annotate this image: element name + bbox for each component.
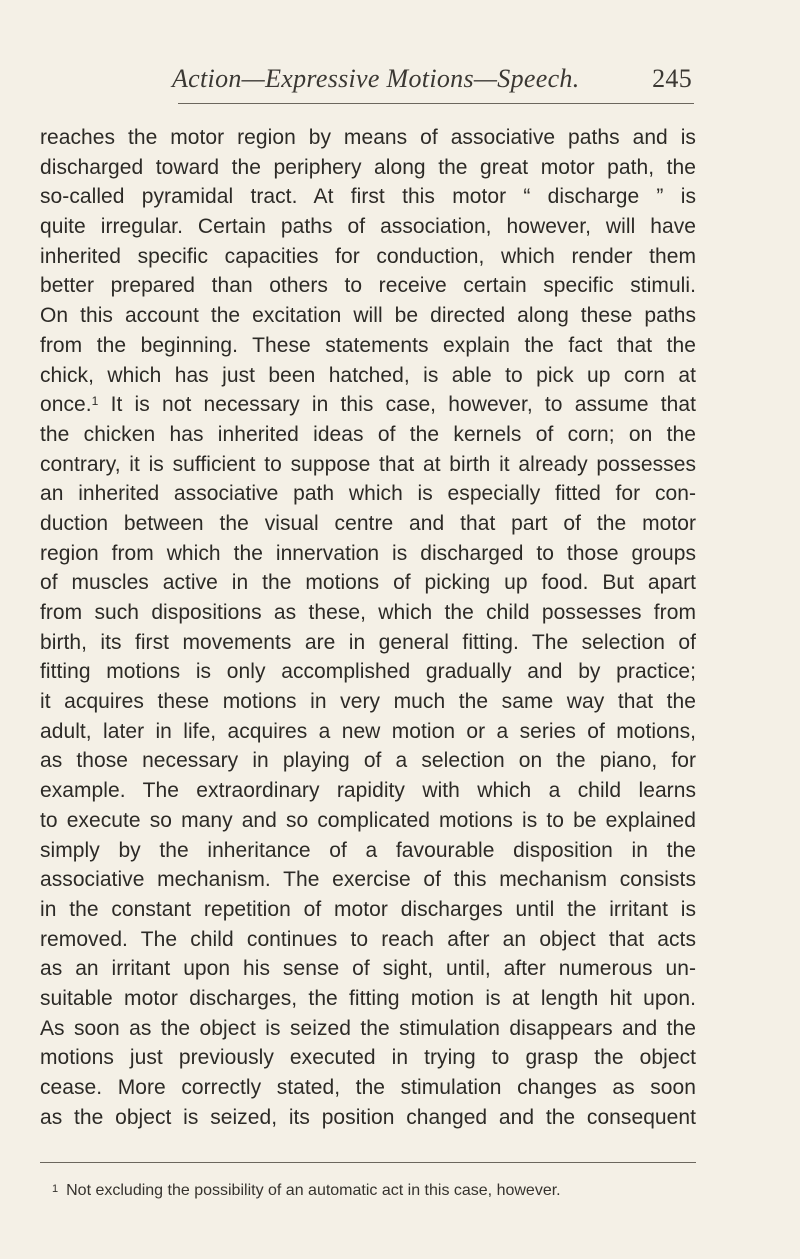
text-line: example. The extraordinary rapidity with which a child learns <box>40 779 696 803</box>
text-line-with-footnote-ref <box>40 390 696 420</box>
text-line: On this account the excitation will be directed along these paths <box>40 304 696 328</box>
text-line: inherited specific capacities for conduction, which render them <box>40 244 696 268</box>
text-line: removed. The child continues to reach after an object that acts <box>40 927 696 951</box>
text-line: adult, later in life, acquires a new motion or a series of motions, <box>40 719 696 743</box>
line-prefix: once. <box>40 393 92 417</box>
footnote <box>52 1180 696 1202</box>
footnote-reference: 1 <box>91 394 99 409</box>
page-number: 245 <box>652 64 692 93</box>
text-line: the chicken has inherited ideas of the kernels of corn; on the <box>40 422 696 446</box>
running-head <box>172 64 692 104</box>
running-title: Action—Expressive Motions—Speech. <box>172 64 580 93</box>
text-line: chick, which has just been hatched, is able to pick up corn at <box>40 363 696 387</box>
line-rest: It is not necessary in this case, however, to assume that <box>110 393 696 417</box>
text-line: of muscles active in the motions of picking up food. But apart <box>40 571 696 595</box>
text-line: to execute so many and so complicated motions is to be explained <box>40 808 696 832</box>
footnote-marker: 1 <box>52 1183 59 1195</box>
text-line: as an irritant upon his sense of sight, until, after numerous un- <box>40 957 696 981</box>
text-line: so-called pyramidal tract. At first this motor “ discharge ” is <box>40 185 696 209</box>
footnote-rule <box>40 1162 696 1163</box>
text-line: better prepared than others to receive certain specific stimuli. <box>40 274 696 298</box>
text-line: reaches the motor region by means of associative paths and is <box>40 126 696 149</box>
text-line: duction between the visual centre and that part of the motor <box>40 511 696 535</box>
text-line: region from which the innervation is discharged to those groups <box>40 541 696 565</box>
text-line: birth, its first movements are in general fitting. The selection of <box>40 630 696 654</box>
text-line: discharged toward the periphery along the great motor path, the <box>40 155 696 179</box>
text-line: an inherited associative path which is especially fitted for con- <box>40 482 696 506</box>
text-line: suitable motor discharges, the fitting motion is at length hit upon. <box>40 986 696 1010</box>
text-line: cease. More correctly stated, the stimulation changes as soon <box>40 1076 696 1099</box>
text-line: As soon as the object is seized the stimulation disappears and the <box>40 1016 696 1040</box>
text-line: motions just previously executed in trying to grasp the object <box>40 1046 696 1070</box>
text-line: it acquires these motions in very much the same way that the <box>40 690 696 714</box>
text-line: associative mechanism. The exercise of this mechanism consists <box>40 868 696 892</box>
footnote-text: Not excluding the possibility of an automatic act in this case, however. <box>66 1182 561 1199</box>
text-line: from such dispositions as these, which the child possesses from <box>40 601 696 624</box>
header-rule <box>178 103 694 104</box>
text-line: fitting motions is only accomplished gradually and by practice; <box>40 660 696 684</box>
text-line: as those necessary in playing of a selection on the piano, for <box>40 749 696 773</box>
text-line: quite irregular. Certain paths of association, however, will have <box>40 215 696 239</box>
text-line: simply by the inheritance of a favourable disposition in the <box>40 838 696 862</box>
text-line: in the constant repetition of motor discharges until the irritant is <box>40 897 696 921</box>
text-line: from the beginning. These statements explain the fact that the <box>40 333 696 357</box>
text-line: contrary, it is sufficient to suppose that at birth it already possesses <box>40 452 696 476</box>
text-line: as the object is seized, its position changed and the consequent <box>40 1105 696 1129</box>
body-text <box>40 123 696 1132</box>
